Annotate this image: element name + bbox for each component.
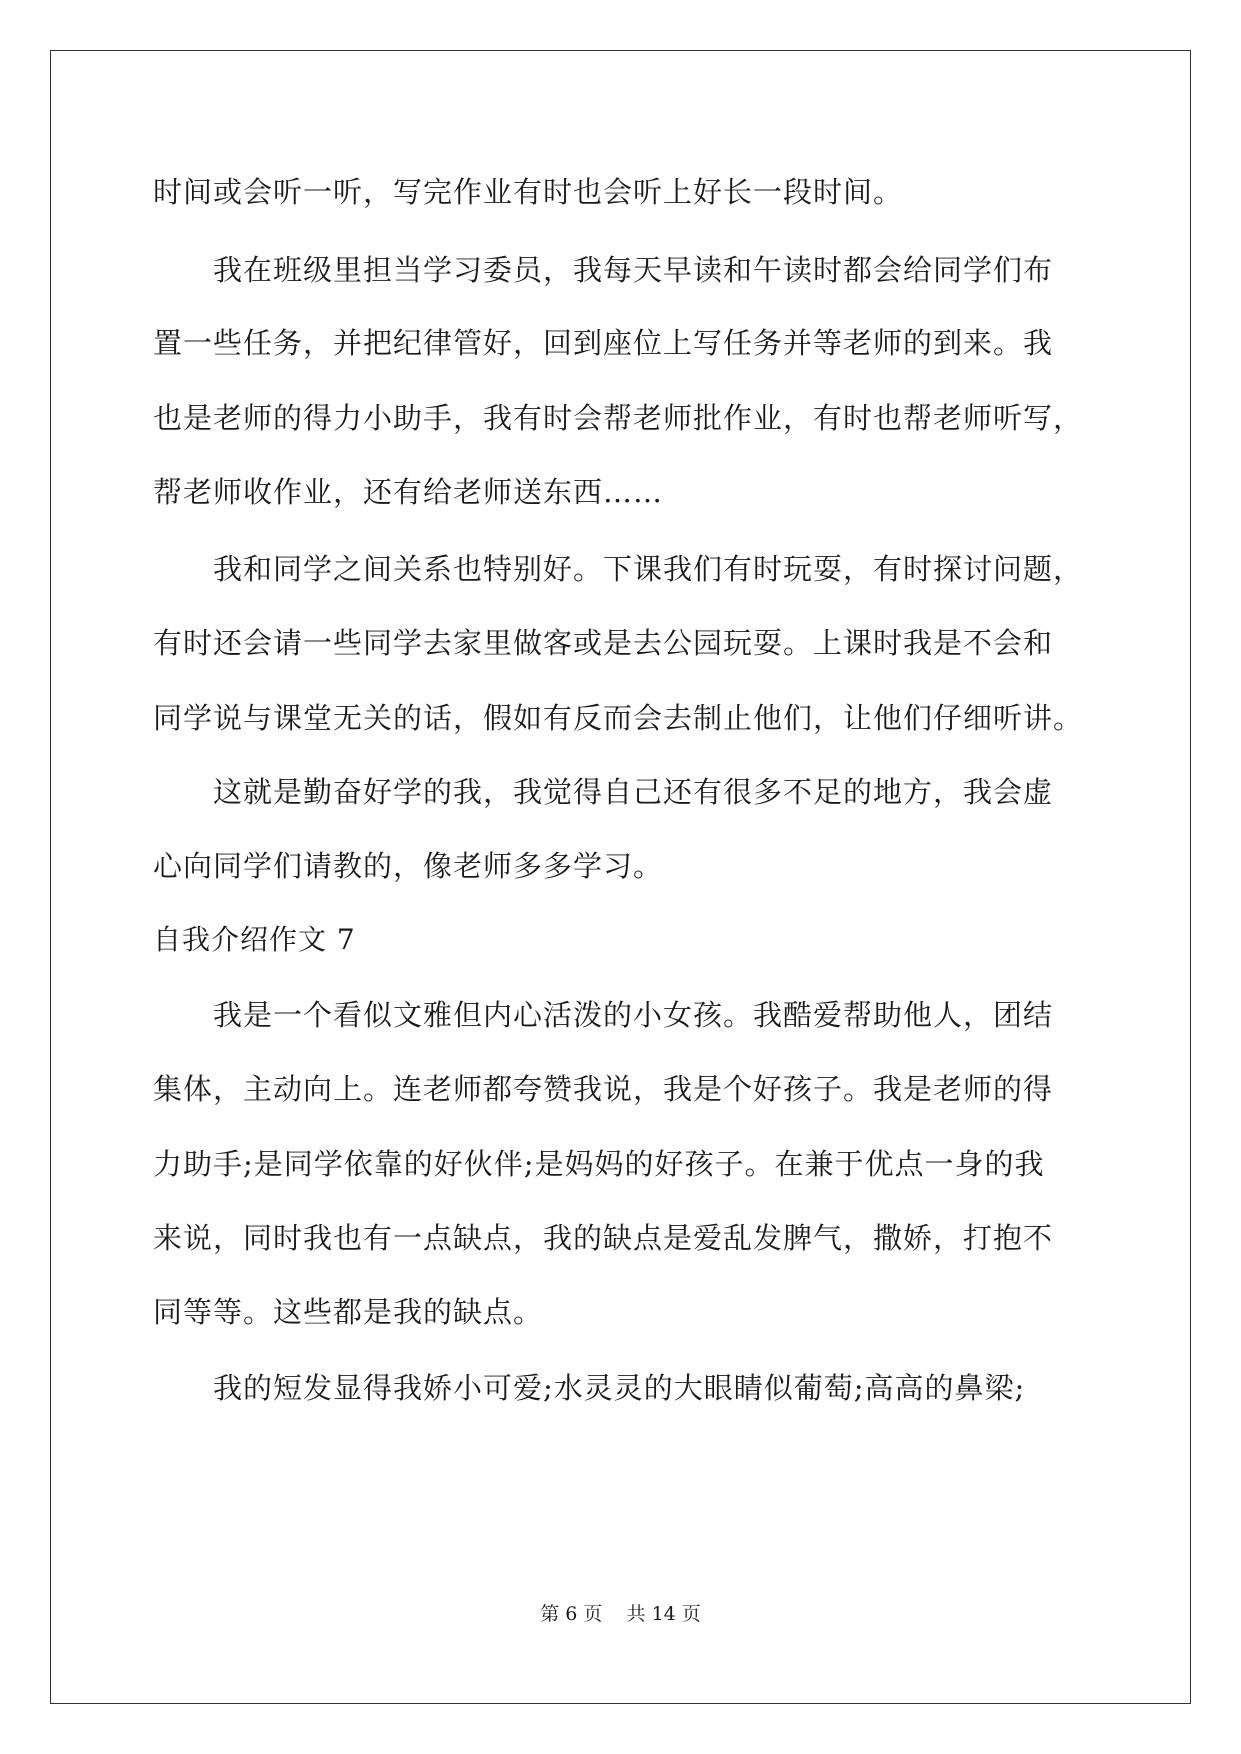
paragraph-first-line: 这就是勤奋好学的我，我觉得自己还有很多不足的地方，我会虚 <box>213 775 1054 809</box>
paragraph-first-line: 我在班级里担当学习委员，我每天早读和午读时都会给同学们布 <box>213 253 1054 287</box>
text-line: 来说，同时我也有一点缺点，我的缺点是爱乱发脾气，撒娇，打抱不 <box>153 1221 1054 1255</box>
text-line: 力助手;是同学依靠的好伙伴;是妈妈的好孩子。在兼于优点一身的我 <box>153 1147 1045 1181</box>
text-line: 时间或会听一听，写完作业有时也会听上好长一段时间。 <box>153 175 904 209</box>
paragraph-first-line: 我和同学之间关系也特别好。下课我们有时玩耍，有时探讨问题， <box>213 552 1084 586</box>
text-line: 同学说与课堂无关的话，假如有反而会去制止他们，让他们仔细听讲。 <box>153 701 1084 735</box>
text-line: 集体，主动向上。连老师都夸赞我说，我是个好孩子。我是老师的得 <box>153 1072 1054 1106</box>
text-line: 有时还会请一些同学去家里做客或是去公园玩耍。上课时我是不会和 <box>153 626 1054 660</box>
text-line: 也是老师的得力小助手，我有时会帮老师批作业，有时也帮老师听写， <box>153 401 1084 435</box>
section-heading: 自我介绍作文 7 <box>153 923 356 956</box>
page-number-footer: 第 6 页 共 14 页 <box>540 1603 701 1625</box>
text-line: 帮老师收作业，还有给老师送东西…… <box>153 475 664 509</box>
text-line: 置一些任务，并把纪律管好，回到座位上写任务并等老师的到来。我 <box>153 326 1054 360</box>
text-line: 同等等。这些都是我的缺点。 <box>153 1295 544 1329</box>
paragraph-first-line: 我是一个看似文雅但内心活泼的小女孩。我酷爱帮助他人，团结 <box>213 998 1054 1032</box>
text-line: 心向同学们请教的，像老师多多学习。 <box>153 849 664 883</box>
paragraph-first-line: 我的短发显得我娇小可爱;水灵灵的大眼睛似葡萄;高高的鼻梁; <box>213 1371 1026 1405</box>
